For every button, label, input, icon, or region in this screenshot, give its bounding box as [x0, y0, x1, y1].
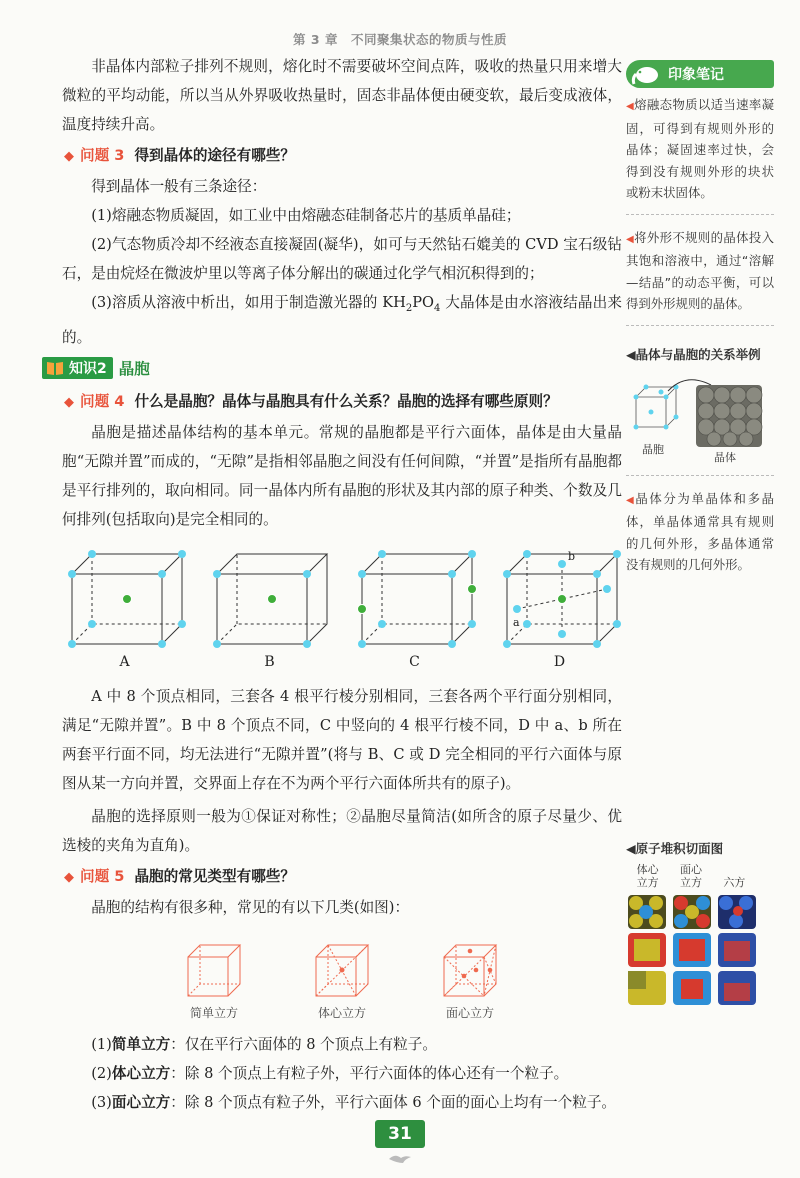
- q3-item-2: (2)气态物质冷却不经液态直接凝固(凝华)，如可与天然钻石媲美的 CVD 宝石级钻石，是由烷烃在微波炉里以等离子体分解出的碳通过化学气相沉积得到的；: [62, 236, 622, 282]
- simple-cubic-cell: [173, 940, 255, 1022]
- arrow-left-icon: ◀: [626, 494, 636, 506]
- cell-types-figure: [62, 940, 622, 1022]
- question-3: [62, 140, 622, 172]
- crystal-caption: 晶体: [714, 450, 736, 463]
- compare-paragraph: A 中 8 个顶点相同，三套各 4 根平行棱分别相同，三套各两个平行面分别相同，满足“无隙并置”。B 中 8 个顶点不同，C 中竖向的 4 根平行棱不同，D 中 a、b 所在两套平行面不同，均无法进行“无隙并置”(将与 B、C 或 D 完全相同的平行六面体与原图从某一方向并置，交界面上存在不为两个平行六面体所共有的原子)。: [62, 687, 622, 792]
- note-1: ◀熔融态物质以适当速率凝固，可得到有规则外形的晶体；凝固速率过快，会得到没有规则外形的块状或粉末状固体。: [626, 97, 774, 200]
- question-4-label: 问题 4: [80, 392, 125, 410]
- cube-b-label: B: [264, 653, 275, 670]
- simple-cubic-diagram: [183, 940, 245, 1000]
- knowledge-2-title: 晶胞: [118, 359, 150, 378]
- cube-c: [352, 544, 477, 676]
- knowledge-2-tag: 知识2: [42, 357, 113, 379]
- sidebar-notes: [626, 60, 774, 1011]
- cube-c-label: C: [409, 653, 420, 670]
- q3-answer: 得到晶体一般有三条途径：: [91, 178, 267, 195]
- cube-d-diagram: [497, 544, 622, 654]
- knowledge-2-heading: [42, 354, 622, 382]
- simple-cubic-label: 简单立方: [189, 1005, 238, 1020]
- bird-icon: [387, 1151, 415, 1165]
- question-4-text: 什么是晶胞？晶体与晶胞具有什么关系？晶胞的选择有哪些原则？: [134, 392, 558, 410]
- question-5-label: 问题 5: [80, 867, 125, 885]
- hex-caption: 六方: [723, 875, 746, 889]
- crystal-cell-illustration: [626, 367, 774, 463]
- arrow-left-icon: ◀: [626, 101, 635, 112]
- type-3-term: 面心立方: [111, 1093, 171, 1111]
- divider: [626, 325, 774, 326]
- note-5-title: ◀原子堆积切面图: [626, 840, 724, 856]
- packing-section-image: [626, 893, 758, 1007]
- fcc-label: 面心立方: [445, 1005, 494, 1020]
- type-item-1: (1)简单立方：仅在平行六面体的 8 个顶点上有粒子。: [91, 1035, 437, 1053]
- leaf-icon: ◆: [64, 394, 74, 410]
- leaf-icon: ◆: [64, 869, 74, 885]
- question-3-label: 问题 3: [80, 147, 125, 164]
- leaf-icon: ◆: [64, 149, 74, 164]
- cube-c-diagram: [352, 544, 477, 654]
- type-2-term: 体心立方: [111, 1064, 171, 1082]
- packing-section-figure: [626, 863, 756, 889]
- chapter-header: 第 3 章 不同聚集状态的物质与性质: [293, 32, 507, 47]
- sidebar-title: 印象笔记: [668, 67, 724, 83]
- sidebar-header: [626, 60, 774, 88]
- arrow-left-icon: ◀: [626, 346, 636, 362]
- bcc-cell: [301, 940, 383, 1022]
- arrow-left-icon: ◀: [626, 840, 636, 856]
- cell-caption: 晶胞: [642, 442, 664, 456]
- elephant-icon: [630, 62, 664, 86]
- cube-b-diagram: [207, 544, 332, 654]
- cube-d-label: D: [553, 653, 566, 670]
- q3-item-3: (3)溶质从溶液中析出，如用于制造激光器的 $KH_2PO_4$ 大晶体是由水溶液结晶出来的。: [62, 294, 622, 346]
- bcc-label: 体心立方: [317, 1005, 366, 1020]
- main-content: [62, 52, 622, 1117]
- cube-d: [497, 544, 622, 676]
- crystal-cell-image: [626, 367, 774, 463]
- cube-b: [207, 544, 332, 676]
- intro-paragraph: 非晶体内部粒子排列不规则，熔化时不需要破坏空间点阵，吸收的热量只用来增大微粒的平均动能，所以当从外界吸收热量时，固态非晶体便由硬变软，最后变成液体，温度持续升高。: [62, 58, 622, 133]
- principle-paragraph: 晶胞的选择原则一般为①保证对称性；②晶胞尽量简洁(如所含的原子尽量少、优选棱的夹角为直角)。: [62, 807, 622, 854]
- point-a-label: a: [513, 615, 520, 629]
- q3-item-1: (1)熔融态物质凝固，如工业中由熔融态硅制备芯片的基质单晶硅；: [91, 207, 521, 224]
- fcc-diagram: [439, 940, 501, 1000]
- divider: [626, 475, 774, 476]
- unit-cell-comparison-figure: [62, 544, 622, 676]
- cube-a-diagram: [62, 544, 187, 654]
- book-icon: [46, 360, 64, 376]
- fcc-cell: [429, 940, 511, 1022]
- divider: [626, 214, 774, 215]
- point-b-label: b: [568, 549, 576, 563]
- note-3-title: ◀晶体与晶胞的关系举例: [626, 346, 761, 362]
- q4-paragraph: 晶胞是描述晶体结构的基本单元。常规的晶胞都是平行六面体，晶体是由大量晶胞“无隙并置”而成的，“无隙”是指相邻晶胞之间没有任何间隙，“并置”是指所有晶胞都是平行排列的，取向相同。同一晶体内所有晶胞的形状及其内部的原子种类、个数及几何排列(包括取向)是完全相同的。: [62, 423, 622, 528]
- question-4: [62, 386, 622, 418]
- fcc-caption: 面心立方: [679, 862, 702, 889]
- note-4: ◀晶体分为单晶体和多晶体，单晶体通常具有规则的几何外形，多晶体通常没有规则的几何外形。: [626, 490, 775, 572]
- bcc-diagram: [311, 940, 373, 1000]
- question-5: [62, 861, 622, 893]
- bcc-caption: 体心立方: [636, 862, 659, 889]
- question-3-text: 得到晶体的途径有哪些？: [134, 147, 295, 164]
- note-2: ◀将外形不规则的晶体投入其饱和溶液中，通过“溶解—结晶”的动态平衡，可以得到外形规则的晶体。: [626, 229, 774, 311]
- page-number: 31: [375, 1120, 425, 1148]
- arrow-left-icon: ◀: [626, 233, 635, 245]
- question-5-text: 晶胞的常见类型有哪些？: [134, 867, 295, 885]
- q5-answer: 晶胞的结构有很多种，常见的有以下几类(如图)：: [91, 898, 410, 916]
- type-item-3: (3)面心立方：除 8 个顶点有粒子外，平行六面体 6 个面的面心上均有一个粒子。: [91, 1093, 617, 1111]
- type-item-2: (2)体心立方：除 8 个顶点上有粒子外，平行六面体的体心还有一个粒子。: [91, 1064, 569, 1082]
- type-1-term: 简单立方: [111, 1035, 171, 1053]
- cube-a: [62, 544, 187, 676]
- cube-a-label: A: [119, 653, 130, 670]
